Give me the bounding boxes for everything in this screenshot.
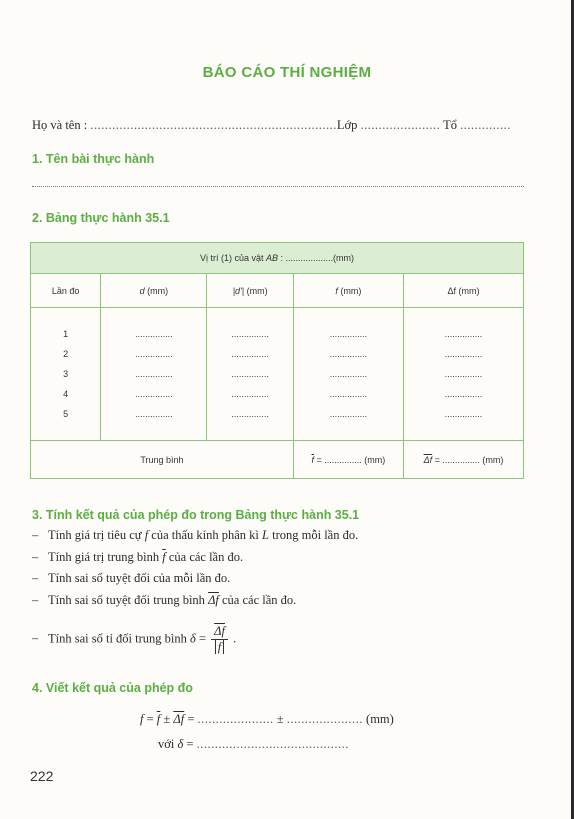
section4-heading: 4. Viết kết quả của phép đo [32, 681, 193, 695]
page-number: 222 [30, 768, 54, 784]
instruction-item: – Tính sai số tuyệt đối của mỗi lần đo. [32, 571, 231, 585]
name-label: Họ và tên : [32, 118, 88, 132]
trial-number: 1 [63, 329, 69, 339]
relative-error-field[interactable]: .......................................... [196, 737, 349, 751]
average-f-cell[interactable]: $\overline{f}$ = ............... (mm) [293, 441, 403, 479]
average-delta-f-cell[interactable]: $\overline{\Delta f}$ = ............... (mm) [403, 441, 523, 479]
trial-number: 4 [63, 389, 69, 399]
relative-error-line: với δ = .......................................... [158, 737, 349, 751]
class-label: Lớp [336, 118, 358, 132]
table-position-header: Vị trí (1) của vật AB : ...................(mm) [31, 243, 524, 274]
result-value-field[interactable]: ..................... [197, 712, 274, 726]
trial-numbers-cell [31, 308, 101, 441]
lab-table [30, 242, 524, 479]
instruction-item: – Tính giá trị trung bình $\overline{f}$ của các lần đo. [32, 550, 244, 564]
result-formula-line: $f = \overline{f} \pm \overline{\Delta f}$ = ..................... ± ..................... (mm) [140, 712, 394, 726]
d-values-cell[interactable]: ............... ............... ............... ............... ............... [101, 308, 207, 441]
col-header-d: d (mm) [101, 274, 207, 308]
result-error-field[interactable]: ..................... [286, 712, 363, 726]
col-header-delta-f: Δf (mm) [403, 274, 523, 308]
section3-heading: 3. Tính kết quả của phép đo trong Bảng thực hành 35.1 [32, 508, 360, 522]
class-field[interactable]: ...................... [360, 118, 441, 132]
student-info-line [32, 118, 511, 133]
group-label: Tổ [443, 118, 457, 132]
page-title: BÁO CÁO THÍ NGHIỆM [202, 64, 372, 81]
instruction-item: – Tính sai số tỉ đối trung bình δ = $\frac{\overline{\Delta f}}{f}$ . [32, 624, 237, 654]
col-header-f: f (mm) [293, 274, 403, 308]
average-label: Trung bình [31, 441, 294, 479]
section1-heading: 1. Tên bài thực hành [32, 152, 155, 166]
instruction-item: – Tính sai số tuyệt đối trung bình $\overline{\Delta f}$ của các lần đo. [32, 593, 297, 607]
trial-number: 5 [63, 409, 69, 419]
relative-error-fraction: $\frac{\overline{\Delta f}}{f}$ [211, 624, 228, 655]
group-field[interactable]: .............. [460, 118, 511, 132]
name-field[interactable]: .................................................................... [90, 118, 337, 132]
col-header-trial: Lần đo [31, 274, 101, 308]
section2-heading: 2. Bảng thực hành 35.1 [32, 211, 170, 225]
trial-number: 3 [63, 369, 69, 379]
col-header-d-prime: |d'| (mm) [207, 274, 293, 308]
f-values-cell[interactable]: ............... ............... ............... ............... ............... [293, 308, 403, 441]
d-prime-values-cell[interactable]: ............... ............... ............... ............... ............... [207, 308, 293, 441]
delta-f-values-cell[interactable]: ............... ............... ............... ............... ............... [403, 308, 523, 441]
instruction-item: – Tính giá trị tiêu cự f của thấu kính phân kì L trong mỗi lần đo. [32, 528, 359, 542]
trial-number: 2 [63, 349, 69, 359]
lab-name-field[interactable] [32, 186, 524, 187]
